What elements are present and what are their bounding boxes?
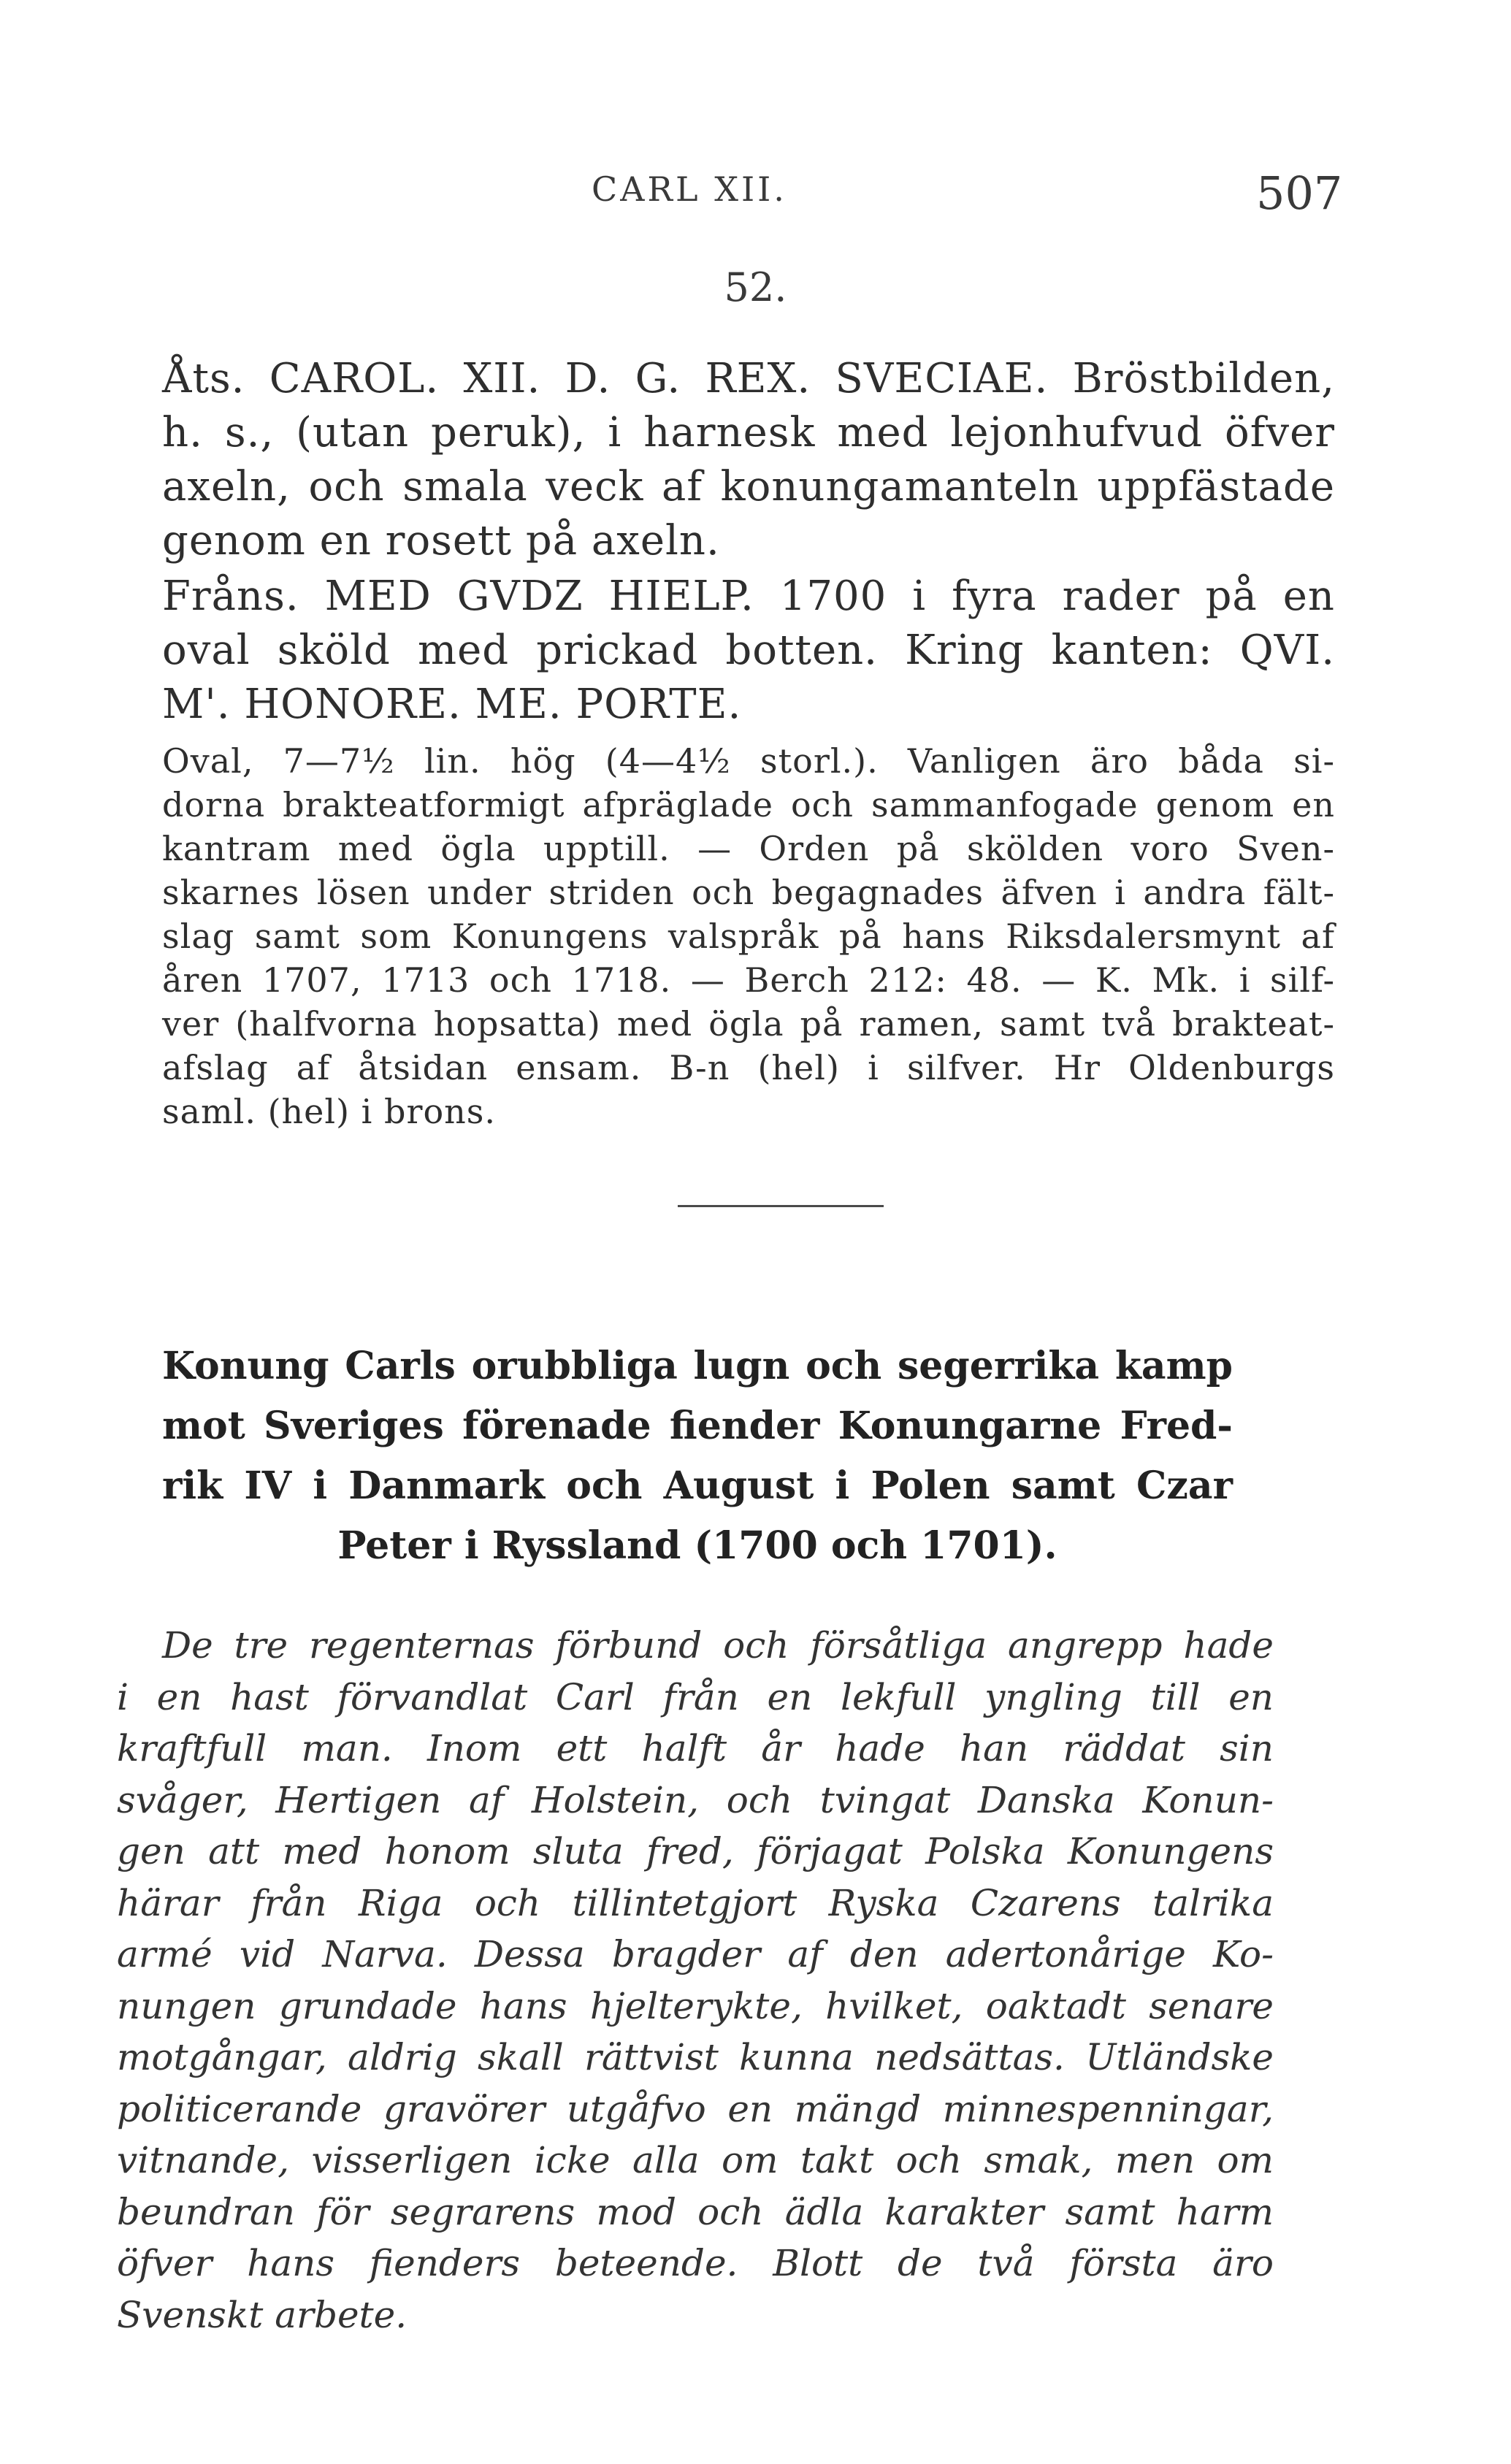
description-line: skarnes lösen under striden och begagnades äfven i andra fält- <box>162 873 1335 912</box>
description-line: åren 1707, 1713 och 1718. — Berch 212: 48. — K. Mk. i silf- <box>162 960 1335 1000</box>
heading-line: Peter i Ryssland (1700 och 1701). <box>337 1523 1057 1568</box>
running-title: CARL XII. <box>592 169 787 209</box>
intro-line: öfver hans fienders beteende. Blott de två första äro <box>117 2242 1274 2284</box>
reverse-line: oval sköld med prickad botten. Kring kanten: QVI. <box>162 627 1335 674</box>
intro-line: härar från Riga och tillintetgjort Ryska Czarens talrika <box>117 1881 1274 1924</box>
page-number: 507 <box>1256 167 1343 220</box>
heading-line: Konung Carls orubbliga lugn och segerrika kamp <box>162 1344 1233 1388</box>
intro-line: gen att med honom sluta fred, förjagat Polska Konungens <box>117 1830 1274 1872</box>
obverse-line: axeln, och smala veck af konungamanteln uppfästade <box>162 463 1335 510</box>
section-heading <box>162 1336 1233 1576</box>
intro-line: politicerande gravörer utgåfvo en mängd minnespenningar, <box>117 2087 1274 2130</box>
description-line: dorna brakteatformigt afpräglade och sammanfogade genom en <box>162 785 1335 824</box>
intro-line: i en hast förvandlat Carl från en lekfull yngling till en <box>117 1675 1274 1718</box>
running-header <box>0 167 1511 218</box>
physical-description <box>162 739 1335 1133</box>
reverse-description <box>162 570 1335 732</box>
intro-line: kraftfull man. Inom ett halft år hade han räddat sin <box>117 1727 1274 1769</box>
obverse-line: genom en rosett på axeln. <box>162 517 720 565</box>
entry-number: 52. <box>724 264 787 310</box>
intro-line: svåger, Hertigen af Holstein, och tvingat Danska Konun- <box>117 1778 1274 1821</box>
intro-line: De tre regenternas förbund och försåtliga angrepp hade <box>162 1624 1274 1667</box>
section-intro <box>117 1620 1274 2341</box>
intro-line: nungen grundade hans hjelterykte, hvilket, oaktadt senare <box>117 1984 1274 2027</box>
section-divider <box>678 1205 884 1207</box>
description-line: slag samt som Konungens valspråk på hans Riksdalersmynt af <box>162 917 1335 956</box>
obverse-description <box>162 352 1335 568</box>
obverse-line: Åts. CAROL. XII. D. G. REX. SVECIAE. Bröstbilden, <box>162 355 1335 402</box>
heading-line: mot Sveriges förenade fiender Konungarne Fred- <box>162 1404 1233 1448</box>
description-line: saml. (hel) i brons. <box>162 1092 496 1131</box>
description-line: afslag af åtsidan ensam. B-n (hel) i silfver. Hr Oldenburgs <box>162 1048 1335 1087</box>
obverse-line: h. s., (utan peruk), i harnesk med lejonhufvud öfver <box>162 409 1335 456</box>
intro-line: armé vid Narva. Dessa bragder af den adertonårige Ko- <box>117 1933 1274 1975</box>
reverse-line: Fråns. MED GVDZ HIELP. 1700 i fyra rader på en <box>162 573 1335 620</box>
intro-line: beundran för segrarens mod och ädla karakter samt harm <box>117 2190 1274 2233</box>
intro-line: motgångar, aldrig skall rättvist kunna nedsättas. Utländske <box>117 2036 1274 2078</box>
heading-line: rik IV i Danmark och August i Polen samt Czar <box>162 1464 1233 1508</box>
intro-line: Svenskt arbete. <box>117 2293 408 2336</box>
description-line: kantram med ögla upptill. — Orden på skölden voro Sven- <box>162 829 1335 868</box>
description-line: Oval, 7—7½ lin. hög (4—4½ storl.). Vanligen äro båda si- <box>162 741 1335 781</box>
description-line: ver (halfvorna hopsatta) med ögla på ramen, samt två brakteat- <box>162 1004 1335 1044</box>
reverse-line: M'. HONORE. ME. PORTE. <box>162 681 742 728</box>
intro-line: vitnande, visserligen icke alla om takt och smak, men om <box>117 2139 1274 2181</box>
